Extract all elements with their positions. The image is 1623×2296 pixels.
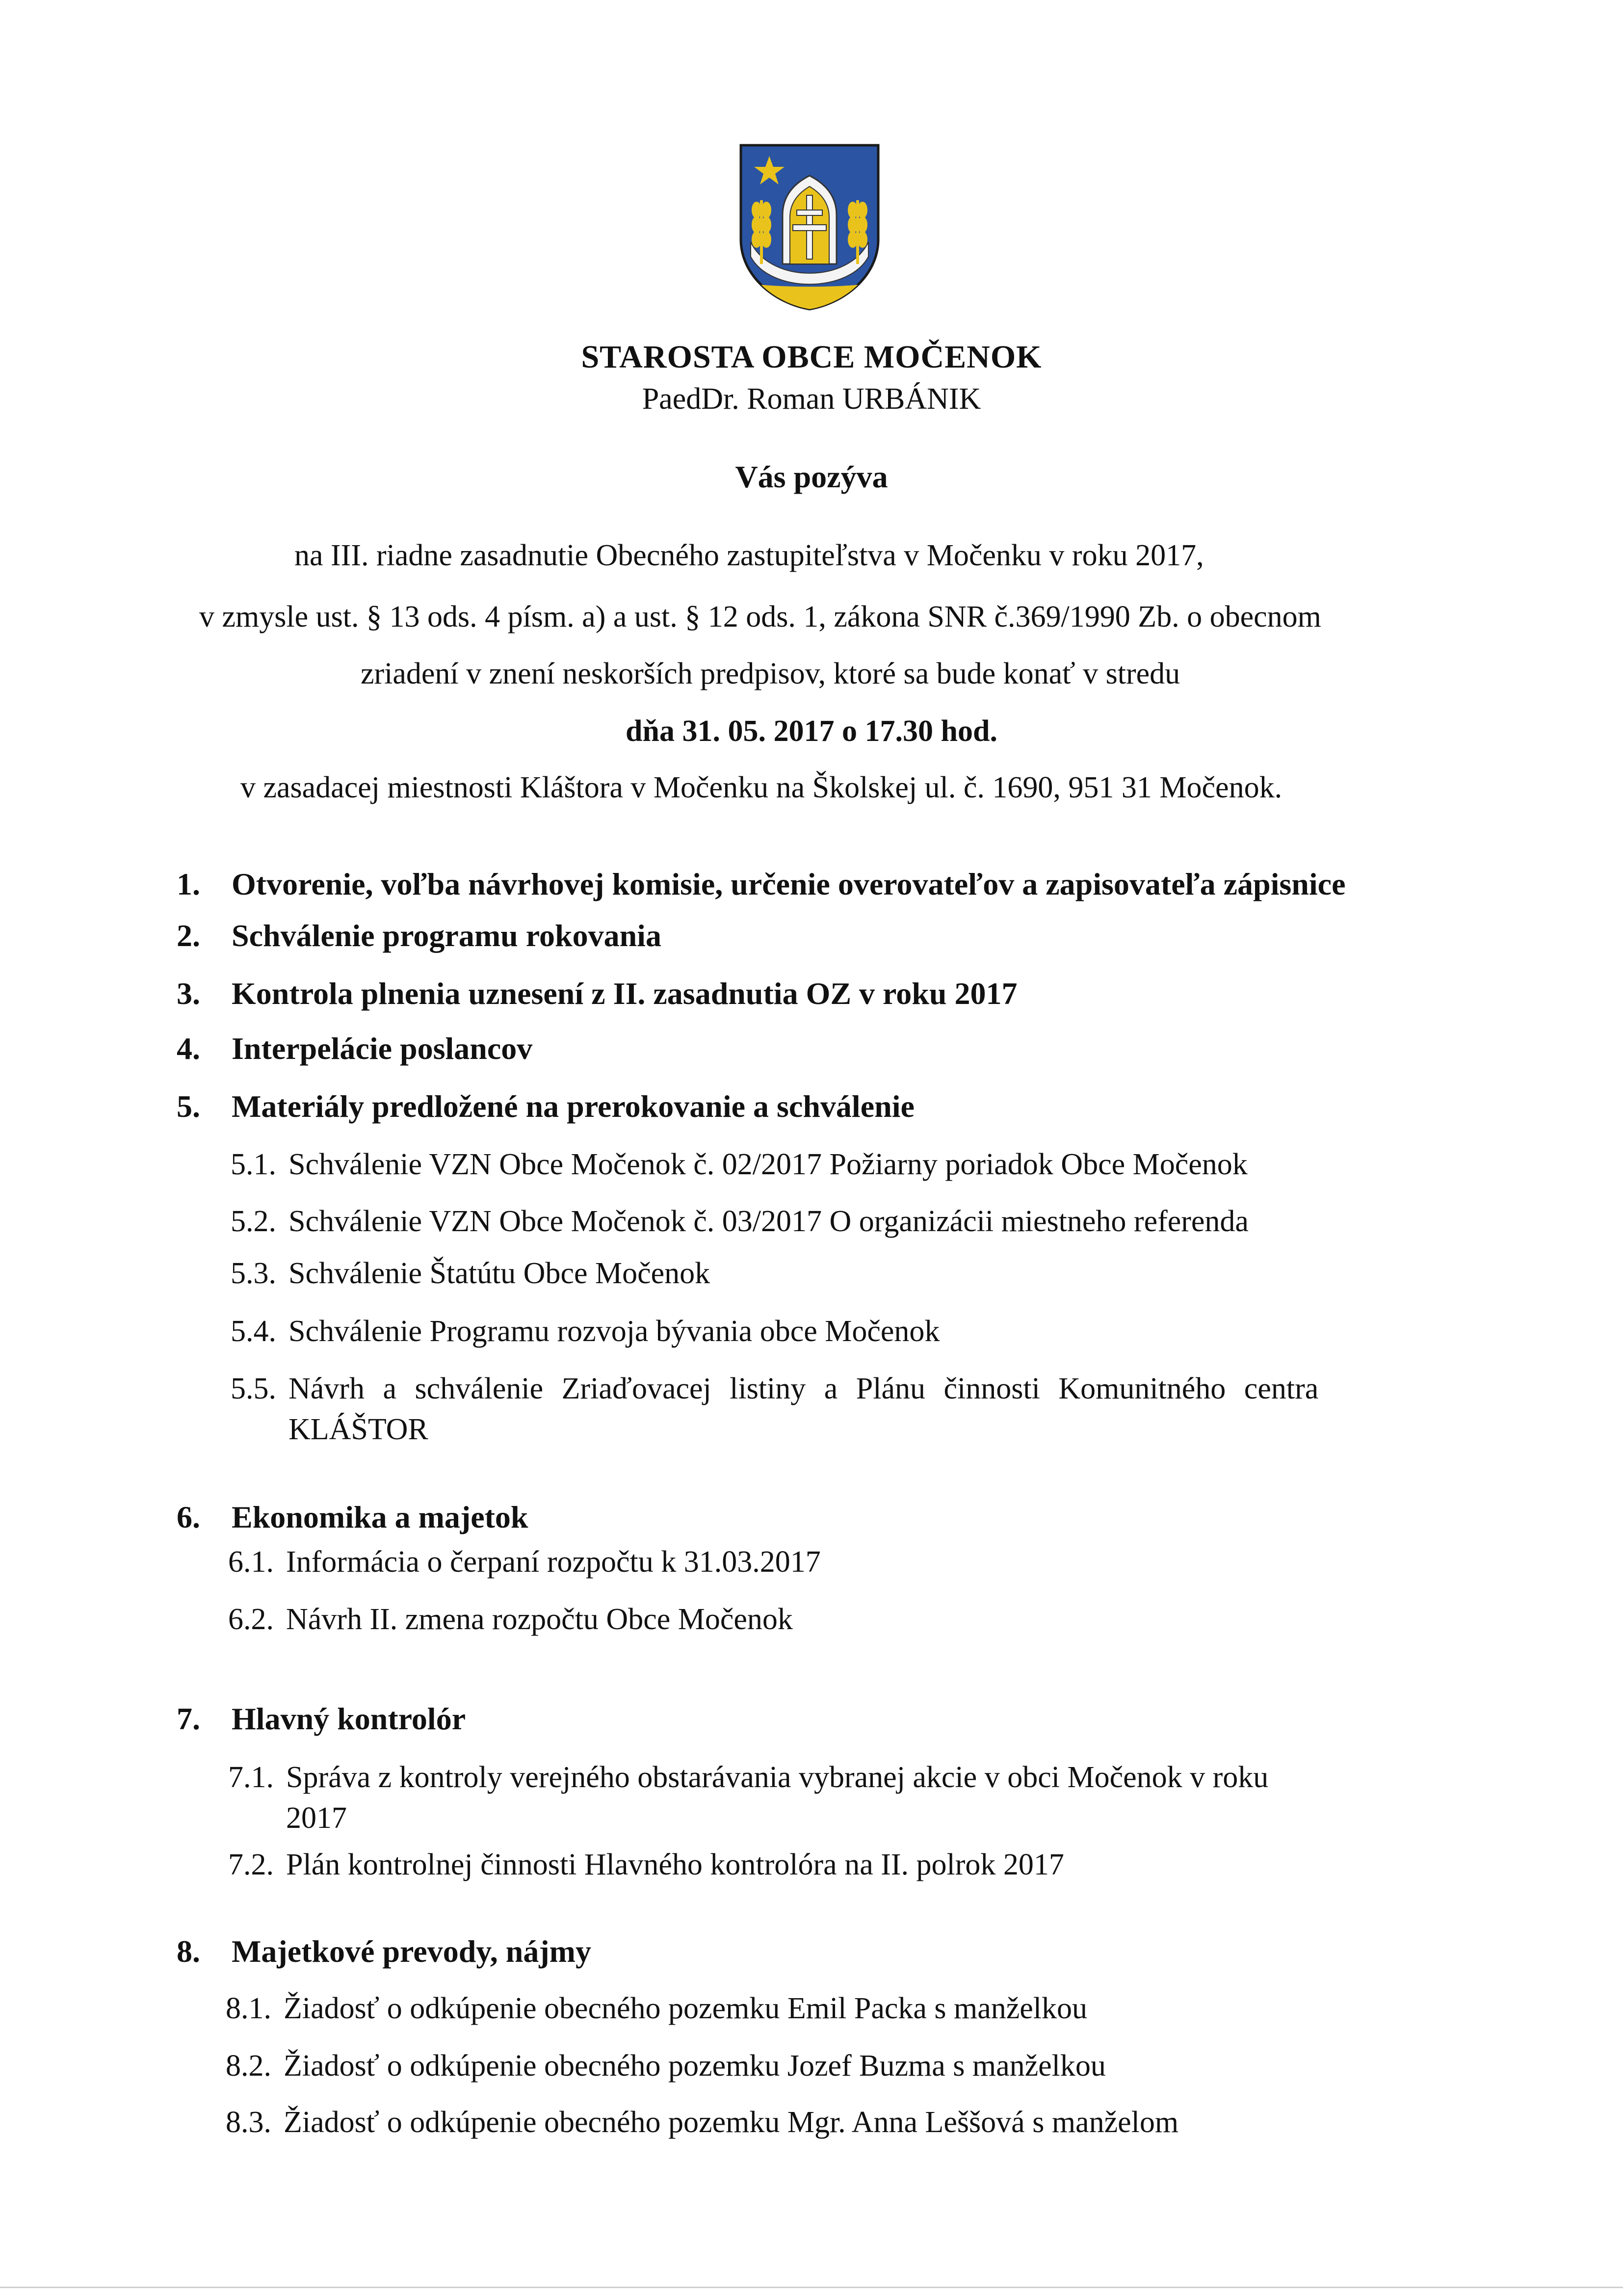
agenda-number: 2. [177,918,200,953]
agenda-subitem [228,1545,821,1580]
subitem-number: 8.3. [226,2106,271,2139]
agenda-subitem [231,1204,1249,1239]
subitem-number: 5.2. [231,1205,276,1238]
intro-line-3: zriadení v znení neskorších predpisov, ktoré sa bude konať v stredu [361,657,1180,690]
subitem-continuation: KLÁŠTOR [288,1413,428,1446]
agenda-text: Interpelácie poslancov [232,1031,533,1066]
subitem-text: Informácia o čerpaní rozpočtu k 31.03.2017 [286,1545,821,1579]
agenda-item [177,866,1345,902]
agenda-subitem [231,1314,940,1349]
agenda-subitem [226,2049,1106,2084]
agenda-number: 4. [177,1031,200,1066]
agenda-subitem [226,2105,1178,2140]
agenda-subitem [228,1602,793,1637]
subitem-number: 6.1. [228,1545,274,1579]
subitem-number: 5.1. [231,1148,276,1181]
agenda-number: 5. [177,1089,200,1124]
agenda-text: Hlavný kontrolór [232,1701,466,1736]
meeting-date: dňa 31. 05. 2017 o 17.30 hod. [626,714,997,748]
subitem-text: Správa z kontroly verejného obstarávania vybranej akcie v obci Močenok v roku [286,1761,1269,1794]
subitem-number: 8.2. [226,2049,271,2083]
agenda-subitem [226,1991,1087,2026]
agenda-item [177,1933,591,1970]
agenda-item [177,1499,528,1535]
agenda-subitem [228,1847,1064,1882]
subitem-text: Schválenie VZN Obce Močenok č. 02/2017 Požiarny poriadok Obce Močenok [288,1148,1248,1181]
intro-line-1: na III. riadne zasadnutie Obecného zastupiteľstva v Močenku v roku 2017, [294,539,1204,572]
subitem-continuation: 2017 [286,1801,347,1835]
invite-heading: Vás pozýva [735,459,888,494]
subitem-text: Návrh a schválenie Zriaďovacej listiny a Plánu činnosti Komunitného centra [288,1372,1319,1405]
subitem-text: Návrh II. zmena rozpočtu Obce Močenok [286,1603,793,1636]
subitem-text: Plán kontrolnej činnosti Hlavného kontrolóra na II. polrok 2017 [286,1848,1064,1881]
subitem-text: Žiadosť o odkúpenie obecného pozemku Emil Packa s manželkou [284,1992,1088,2025]
agenda-number: 3. [177,976,200,1011]
meeting-location: v zasadacej miestnosti Kláštora v Močenku na Školskej ul. č. 1690, 951 31 Močenok. [240,771,1283,804]
agenda-item [177,1030,532,1067]
subitem-text: Schválenie VZN Obce Močenok č. 03/2017 O organizácii miestneho referenda [288,1205,1249,1238]
agenda-item [177,1088,915,1125]
agenda-number: 6. [177,1500,200,1534]
subitem-number: 5.4. [231,1315,276,1348]
coat-of-arms-icon [736,141,883,312]
intro-line-2: v zmysle ust. § 13 ods. 4 písm. a) a ust. § 12 ods. 1, zákona SNR č.369/1990 Zb. o obecnom [199,600,1321,633]
subitem-text: Žiadosť o odkúpenie obecného pozemku Mgr. Anna Leššová s manželom [284,2106,1179,2139]
agenda-subitem [231,1256,710,1291]
subitem-number: 8.1. [226,1992,271,2025]
agenda-subitem [231,1372,1428,1406]
header-title: STAROSTA OBCE MOČENOK [581,339,1042,375]
subitem-number: 7.2. [228,1848,274,1881]
subitem-text: Schválenie Štatútu Obce Močenok [288,1257,710,1290]
agenda-text: Majetkové prevody, nájmy [232,1934,591,1969]
agenda-item [177,976,1017,1012]
agenda-number: 8. [177,1934,200,1969]
agenda-text: Materiály predložené na prerokovanie a schválenie [232,1089,915,1124]
agenda-text: Ekonomika a majetok [232,1500,528,1534]
agenda-text: Schválenie programu rokovania [232,918,661,953]
agenda-subitem [228,1760,1268,1795]
agenda-subitem [231,1147,1248,1182]
subitem-number: 5.5. [231,1372,276,1405]
subitem-text: Žiadosť o odkúpenie obecného pozemku Jozef Buzma s manželkou [284,2049,1106,2083]
subitem-number: 6.2. [228,1603,274,1636]
subitem-number: 5.3. [231,1257,276,1290]
scan-edge-divider [0,2287,1623,2288]
agenda-item [177,918,661,954]
agenda-number: 1. [177,867,200,901]
agenda-item [177,1701,466,1737]
mayor-name: PaedDr. Roman URBÁNIK [642,382,981,416]
agenda-text: Kontrola plnenia uznesení z II. zasadnutia OZ v roku 2017 [232,976,1018,1011]
subitem-number: 7.1. [228,1761,274,1794]
agenda-number: 7. [177,1701,200,1736]
agenda-text: Otvorenie, voľba návrhovej komisie, určenie overovateľov a zapisovateľa zápisnice [232,867,1346,901]
subitem-text: Schválenie Programu rozvoja bývania obce Močenok [288,1315,940,1348]
